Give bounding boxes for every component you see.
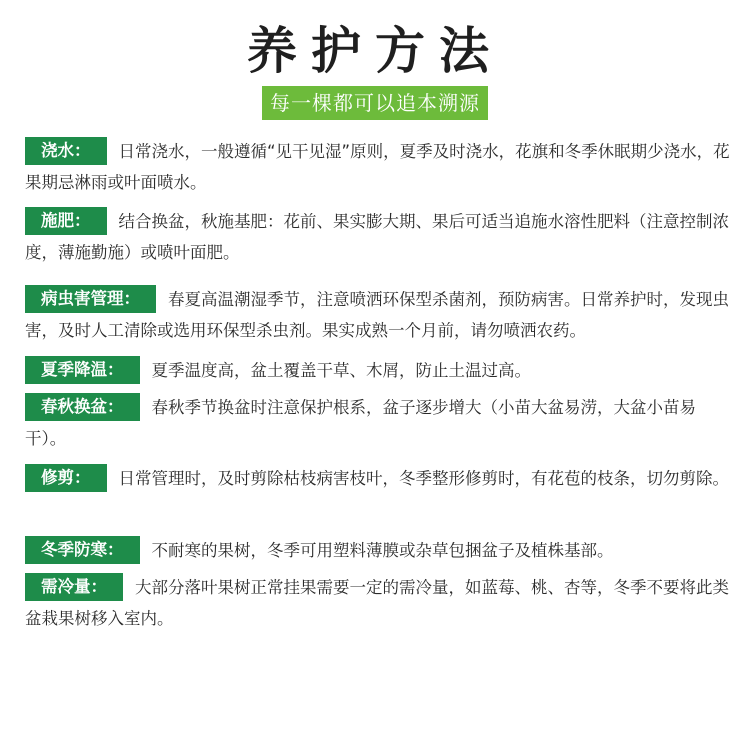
section-text-summer-cooling: 夏季温度高，盆土覆盖干草、木屑，防止土温过高。 bbox=[151, 361, 531, 380]
section-label-chill-requirement: 需冷量： bbox=[25, 573, 123, 601]
section-text-repotting: 春秋季节换盆时注意保护根系，盆子逐步增大（小苗大盆易涝，大盆小苗易干）。 bbox=[25, 398, 696, 448]
care-section-pruning bbox=[25, 463, 735, 494]
section-text-pest-control: 春夏高温潮湿季节，注意喷洒环保型杀菌剂，预防病害。日常养护时，发现虫害，及时人工清除或选用环保型杀虫剂。果实成熟一个月前，请勿喷洒农药。 bbox=[25, 290, 729, 340]
page-subtitle-banner: 每一棵都可以追本溯源 bbox=[262, 86, 488, 120]
section-label-watering: 浇水： bbox=[25, 137, 107, 165]
care-section-fertilizing bbox=[25, 206, 735, 268]
page-title: 养护方法 bbox=[247, 22, 503, 80]
section-text-chill-requirement: 大部分落叶果树正常挂果需要一定的需冷量，如蓝莓、桃、杏等，冬季不要将此类盆栽果树移入室内。 bbox=[25, 578, 729, 628]
care-section-summer-cooling bbox=[25, 355, 735, 386]
section-text-watering: 日常浇水，一般遵循“见干见湿”原则，夏季及时浇水，花旗和冬季休眠期少浇水，花果期忌淋雨或叶面喷水。 bbox=[25, 142, 730, 192]
care-section-pest-control bbox=[25, 284, 735, 346]
section-label-pest-control: 病虫害管理： bbox=[25, 285, 156, 313]
care-section-watering bbox=[25, 136, 735, 198]
care-section-repotting bbox=[25, 392, 735, 454]
care-section-winter-protection bbox=[25, 535, 735, 566]
section-label-repotting: 春秋换盆： bbox=[25, 393, 140, 421]
section-text-fertilizing: 结合换盆，秋施基肥：花前、果实膨大期、果后可适当追施水溶性肥料（注意控制浓度，薄施勤施）或喷叶面肥。 bbox=[25, 212, 729, 262]
section-label-winter-protection: 冬季防寒： bbox=[25, 536, 140, 564]
section-label-summer-cooling: 夏季降温： bbox=[25, 356, 140, 384]
section-label-pruning: 修剪： bbox=[25, 464, 107, 492]
section-label-fertilizing: 施肥： bbox=[25, 207, 107, 235]
section-text-winter-protection: 不耐寒的果树，冬季可用塑料薄膜或杂草包捆盆子及植株基部。 bbox=[151, 541, 614, 560]
care-section-chill-requirement bbox=[25, 572, 735, 634]
section-text-pruning: 日常管理时，及时剪除枯枝病害枝叶，冬季整形修剪时，有花苞的枝条，切勿剪除。 bbox=[118, 469, 729, 488]
